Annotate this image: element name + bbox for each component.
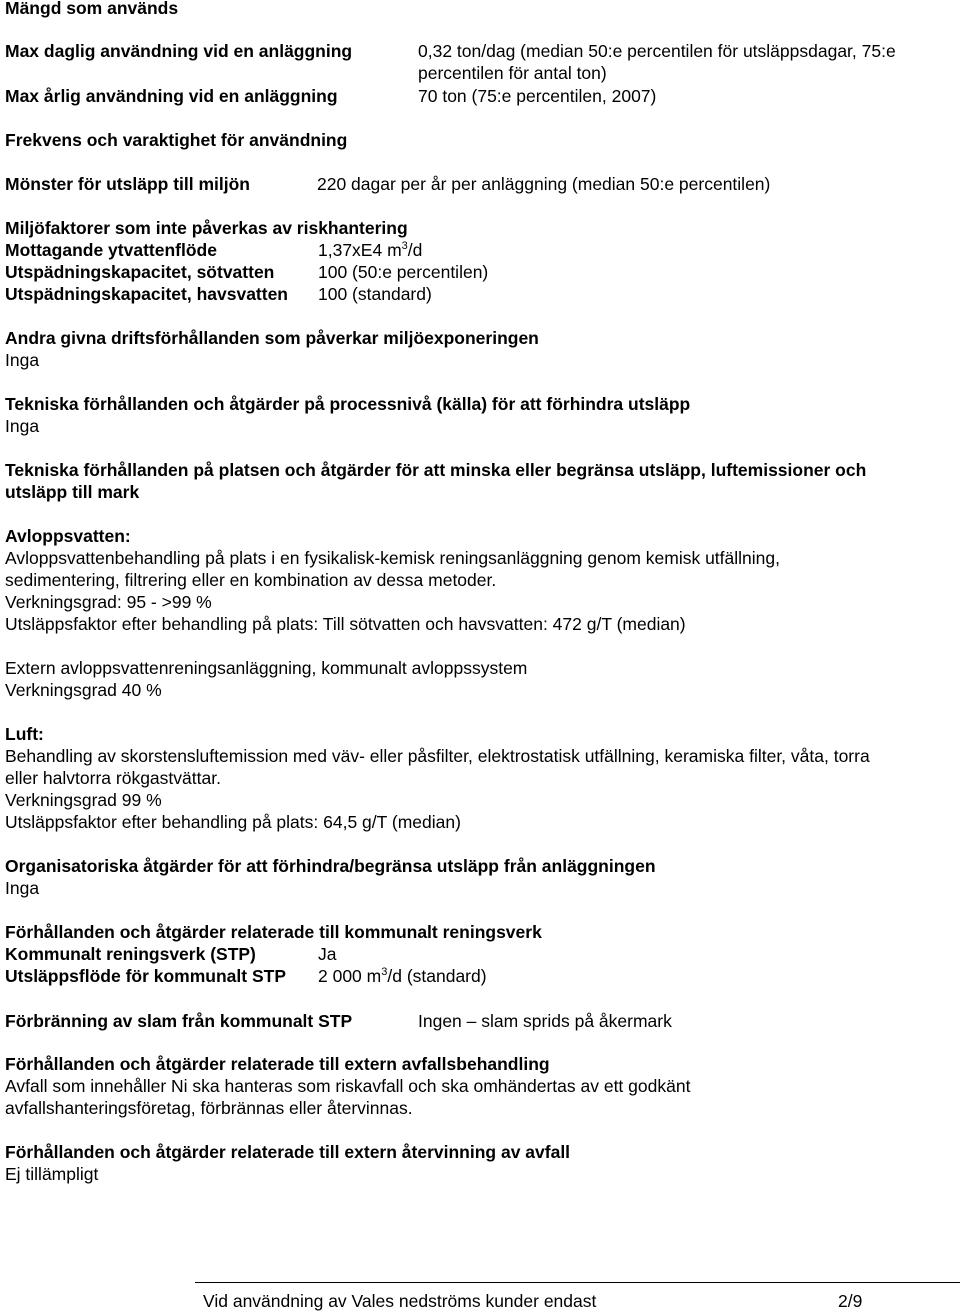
dilution-seawater-value: 100 (standard): [318, 284, 432, 304]
receiving-flow-value: 1,37xE4 $m^3/d$: [318, 240, 423, 260]
stp-heading: Förhållanden och åtgärder relaterade till kommunalt reningsverk: [5, 922, 542, 942]
release-pattern-value: 220 dagar per år per anläggning (median 50:e percentilen): [317, 174, 771, 194]
wastewater-heading: Avloppsvatten:: [5, 526, 131, 546]
other-conditions-value: Inga: [5, 350, 40, 370]
release-pattern-label: Mönster för utsläpp till miljön: [5, 174, 250, 194]
dilution-freshwater-label: Utspädningskapacitet, sötvatten: [5, 262, 275, 282]
sludge-label: Förbränning av slam från kommunalt STP: [5, 1011, 353, 1031]
air-line-2: eller halvtorra rökgastvättar.: [5, 768, 221, 788]
footer-text: Vid användning av Vales nedströms kunder endast: [203, 1291, 597, 1311]
wastewater-efficiency: Verkningsgrad: 95 - >99 %: [5, 592, 212, 612]
stp-flow-label: Utsläppsflöde för kommunalt STP: [5, 966, 286, 986]
wastewater-external-efficiency: Verkningsgrad 40 %: [5, 680, 162, 700]
env-factors-heading: Miljöfaktorer som inte påverkas av riskhantering: [5, 218, 408, 238]
page-number: 2/9: [838, 1291, 863, 1311]
air-heading: Luft:: [5, 724, 44, 744]
max-daily-value-line-1: 0,32 ton/dag (median 50:e percentilen för utsläppsdagar, 75:e: [418, 41, 896, 61]
waste-recycling-value: Ej tillämpligt: [5, 1164, 99, 1184]
air-emission-factor: Utsläppsfaktor efter behandling på plats: 64,5 g/T (median): [5, 812, 461, 832]
waste-treatment-line-1: Avfall som innehåller Ni ska hanteras som riskavfall och ska omhändertas av ett godkänt: [5, 1076, 691, 1096]
max-daily-value-line-2: percentilen för antal ton): [418, 63, 607, 83]
sludge-value: Ingen – slam sprids på åkermark: [418, 1011, 672, 1031]
stp-flow-value: 2 000 $m^3/d$ (standard): [318, 966, 487, 986]
wastewater-emission-factor: Utsläppsfaktor efter behandling på plats: Till sötvatten och havsvatten: 472 g/T (median): [5, 614, 686, 634]
other-conditions-heading: Andra givna driftsförhållanden som påverkar miljöexponeringen: [5, 328, 539, 348]
max-annual-label: Max årlig användning vid en anläggning: [5, 86, 338, 106]
air-line-1: Behandling av skorstensluftemission med väv- eller påsfilter, elektrostatisk utfällning, keramiska filter, våta, torra: [5, 746, 870, 766]
receiving-flow-label: Mottagande ytvattenflöde: [5, 240, 217, 260]
max-daily-label: Max daglig användning vid en anläggning: [5, 41, 353, 61]
frequency-heading: Frekvens och varaktighet för användning: [5, 130, 348, 150]
footer-divider: [195, 1282, 960, 1283]
waste-recycling-heading: Förhållanden och åtgärder relaterade till extern återvinning av avfall: [5, 1142, 571, 1162]
dilution-freshwater-value: 100 (50:e percentilen): [318, 262, 489, 282]
stp-value: Ja: [318, 944, 337, 964]
air-efficiency: Verkningsgrad 99 %: [5, 790, 162, 810]
technical-site-heading-line-1: Tekniska förhållanden på platsen och åtgärder för att minska eller begränsa utsläpp, luftemissioner och: [5, 460, 867, 480]
usage-heading: Mängd som används: [5, 0, 179, 18]
technical-site-heading-line-2: utsläpp till mark: [5, 482, 140, 502]
technical-process-heading: Tekniska förhållanden och åtgärder på processnivå (källa) för att förhindra utsläpp: [5, 394, 691, 414]
stp-label: Kommunalt reningsverk (STP): [5, 944, 256, 964]
wastewater-external-treatment: Extern avloppsvattenreningsanläggning, kommunalt avloppssystem: [5, 658, 528, 678]
technical-process-value: Inga: [5, 416, 40, 436]
organisational-heading: Organisatoriska åtgärder för att förhindra/begränsa utsläpp från anläggningen: [5, 856, 656, 876]
wastewater-line-2: sedimentering, filtrering eller en kombination av dessa metoder.: [5, 570, 497, 590]
waste-treatment-heading: Förhållanden och åtgärder relaterade till extern avfallsbehandling: [5, 1054, 550, 1074]
organisational-value: Inga: [5, 878, 40, 898]
wastewater-line-1: Avloppsvattenbehandling på plats i en fysikalisk-kemisk reningsanläggning genom kemisk utfällning,: [5, 548, 780, 568]
max-annual-value: 70 ton (75:e percentilen, 2007): [418, 86, 657, 106]
dilution-seawater-label: Utspädningskapacitet, havsvatten: [5, 284, 288, 304]
waste-treatment-line-2: avfallshanteringsföretag, förbrännas eller återvinnas.: [5, 1098, 413, 1118]
